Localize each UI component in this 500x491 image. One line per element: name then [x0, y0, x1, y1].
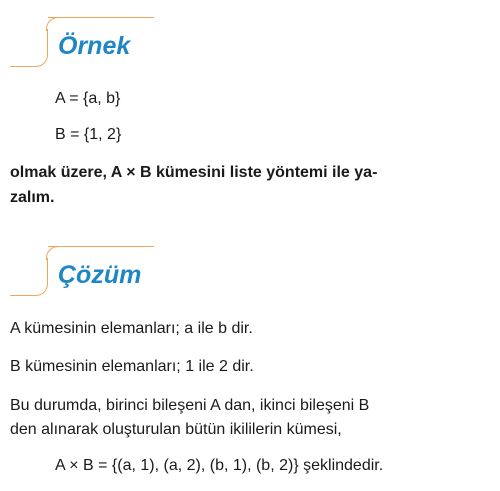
example-title: Örnek — [58, 32, 131, 60]
frame-curve — [10, 258, 48, 296]
frame-curve — [10, 29, 48, 67]
example-heading-frame — [10, 17, 155, 69]
solution-result: A × B = {(a, 1), (a, 2), (b, 1), (b, 2)} şeklindedir. — [55, 457, 384, 474]
solution-line-2: B kümesinin elemanları; 1 ile 2 dir. — [10, 358, 254, 375]
frame-corner — [46, 17, 60, 31]
example-prompt-line2: zalım. — [10, 189, 55, 206]
example-prompt-line1: olmak üzere, A × B kümesini liste yöntemi ile ya- — [10, 164, 378, 181]
set-b-definition: B = {1, 2} — [55, 126, 122, 143]
frame-top-line — [48, 17, 154, 18]
solution-title: Çözüm — [58, 261, 142, 289]
solution-heading-frame — [10, 246, 155, 298]
solution-line-1: A kümesinin elemanları; a ile b dir. — [10, 320, 253, 337]
solution-line-3: Bu durumda, birinci bileşeni A dan, ikinci bileşeni B — [10, 397, 370, 414]
solution-line-4: den alınarak oluşturulan bütün ikililerin kümesi, — [10, 421, 342, 438]
frame-top-line — [48, 246, 154, 247]
frame-corner — [46, 246, 60, 260]
set-a-definition: A = {a, b} — [55, 90, 121, 107]
